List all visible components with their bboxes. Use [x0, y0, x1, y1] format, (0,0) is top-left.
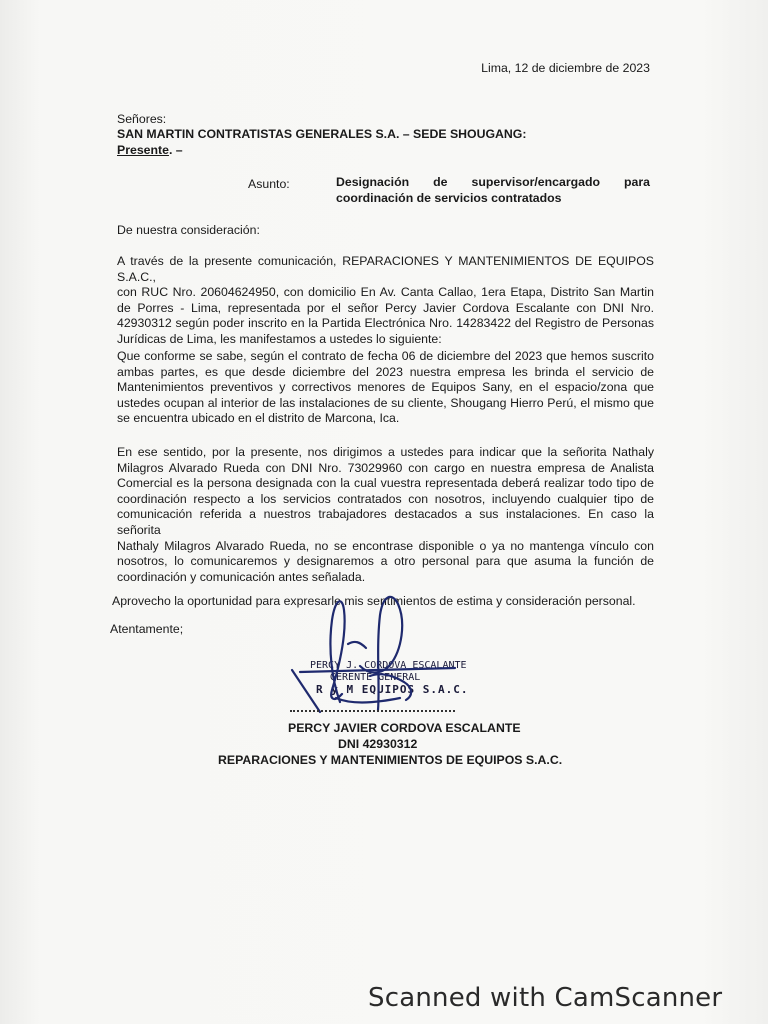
stamp-title: GERENTE GENERAL [330, 672, 421, 683]
signatory-dni: DNI 42930312 [338, 737, 418, 751]
paragraph-1 [117, 254, 654, 348]
presente-suffix: . – [168, 143, 183, 157]
paragraph-3 [117, 445, 654, 585]
stamp-company: R y M EQUIPOS S.A.C. [316, 683, 469, 696]
signature-dotted-line [290, 710, 455, 712]
recipient-company: SAN MARTIN CONTRATISTAS GENERALES S.A. – SEDE SHOUGANG: [117, 127, 527, 141]
closing-sentence: Aprovecho la oportunidad para expresarle mis sentimientos de estima y consideración personal. [112, 594, 636, 608]
signatory-name: PERCY JAVIER CORDOVA ESCALANTE [288, 721, 521, 735]
paragraph-line: Jurídicas de Lima, les manifestamos a ustedes lo siguiente: [117, 331, 442, 346]
greeting: De nuestra consideración: [117, 223, 260, 237]
subject-line-2: coordinación de servicios contratados [336, 191, 562, 205]
recipient-salutation: Señores: [117, 112, 167, 126]
paragraph-line: Que conforme se sabe, según el contrato de fecha 06 de diciembre del 2023 que hemos suscrito [117, 349, 654, 363]
paragraph-line: Mantenimientos preventivos y correctivos menores de Equipos Sany, en el espacio/zona que [117, 380, 654, 395]
paragraph-line: coordinación y comunicación antes señalada. [117, 569, 366, 584]
presente-text: Presente [117, 143, 169, 157]
paragraph-line: ustedes ocupan al interior de las instalaciones de su cliente, Shougang Hierro Perú, el mismo que [117, 395, 654, 410]
paragraph-line: Nathaly Milagros Alvarado Rueda, no se encontrase disponible o ya no mantenga vínculo con [117, 538, 654, 553]
paragraph-line: En ese sentido, por la presente, nos dirigimos a ustedes para indicar que la señorita Nathaly [117, 445, 654, 459]
paragraph-line: con RUC Nro. 20604624950, con domicilio En Av. Canta Callao, 1era Etapa, Distrito San Martin [117, 285, 654, 300]
stamp-name: PERCY J. CORDOVA ESCALANTE [310, 660, 467, 671]
paragraph-line: Milagros Alvarado Rueda con DNI Nro. 73029960 con cargo en nuestra empresa de Analista [117, 460, 654, 475]
paragraph-line: se encuentra ubicado en el distrito de Marcona, Ica. [117, 411, 400, 426]
paragraph-line: A través de la presente comunicación, REPARACIONES Y MANTENIMIENTOS DE EQUIPOS S.A.C., [117, 254, 654, 284]
valediction: Atentamente; [110, 622, 184, 636]
paragraph-line: 42930312 según poder inscrito en la Partida Electrónica Nro. 14283422 del Registro de Personas [117, 316, 654, 331]
paragraph-2 [117, 349, 654, 427]
scanner-watermark: Scanned with CamScanner [368, 983, 723, 1013]
paragraph-line: nosotros, lo comunicaremos y designaremos a otro personal para que asuma la función de [117, 554, 654, 569]
subject-label: Asunto: [248, 177, 290, 191]
paragraph-line: ambas partes, es que desde diciembre del 2023 nuestra empresa les brinda el servicio de [117, 364, 654, 379]
recipient-presente [117, 143, 183, 159]
paragraph-line: de Porres - Lima, representada por el señor Percy Javier Cordova Escalante con DNI Nro. [117, 300, 654, 315]
paragraph-line: Comercial es la persona designada con la cual vuestra representada deberá realizar todo tipo de [117, 476, 654, 491]
paragraph-line: comunicación referida a nuestros trabajadores destacados a sus instalaciones. En caso la señorita [117, 507, 654, 537]
subject-line-1: Designación de supervisor/encargado para [336, 175, 650, 189]
signatory-company: REPARACIONES Y MANTENIMIENTOS DE EQUIPOS S.A.C. [218, 753, 563, 767]
handwritten-signature [280, 590, 470, 720]
letter-date: Lima, 12 de diciembre de 2023 [481, 61, 650, 75]
paragraph-line: coordinación respecto a los servicios contratados con nosotros, incluyendo cualquier tipo de [117, 491, 654, 506]
